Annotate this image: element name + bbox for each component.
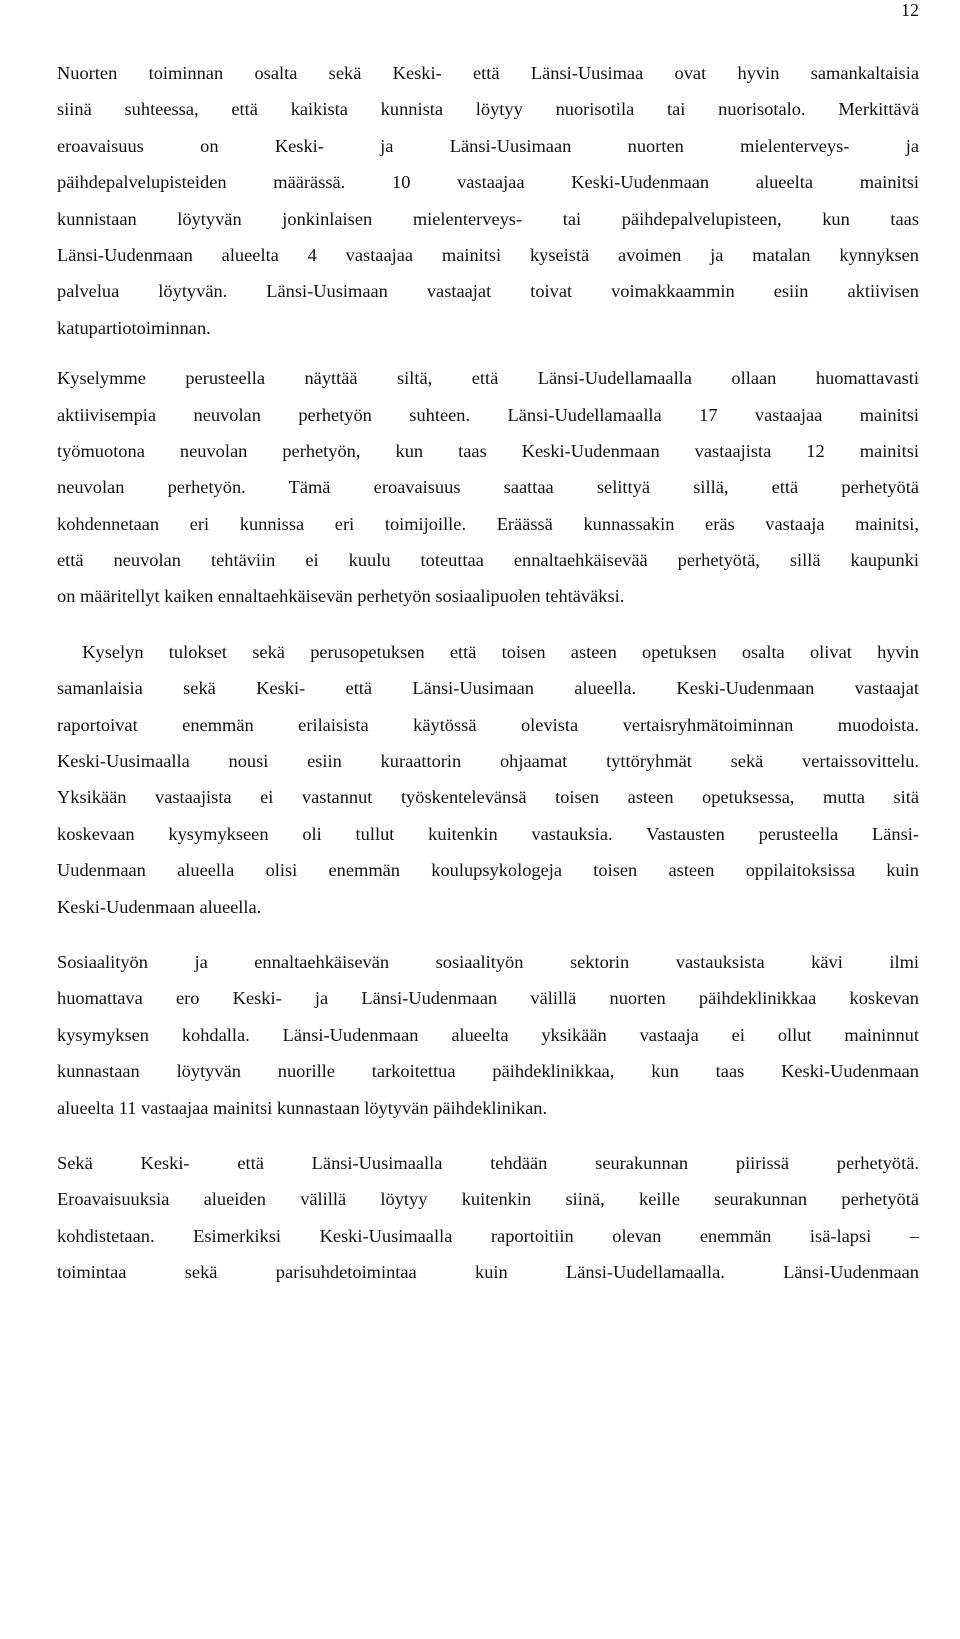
text-line: kunnistaan löytyvän jonkinlaisen mielenterveys- tai päihdepalvelupisteen, kun taas — [57, 208, 919, 229]
text-line: Eroavaisuuksia alueiden välillä löytyy kuitenkin siinä, keille seurakunnan perhetyötä — [57, 1189, 919, 1210]
text-line: siinä suhteessa, että kaikista kunnista löytyy nuorisotila tai nuorisotalo. Merkittävä — [57, 99, 919, 120]
paragraph-social-work — [57, 944, 919, 1126]
text-line: kohdennetaan eri kunnissa eri toimijoille. Eräässä kunnassakin eräs vastaaja mainitsi, — [57, 513, 919, 534]
text-line: Uudenmaan alueella olisi enemmän koulupsykologeja toisen asteen oppilaitoksissa kuin — [57, 860, 919, 881]
text-line: huomattava ero Keski- ja Länsi-Uudenmaan välillä nuorten päihdeklinikkaa koskevan — [57, 988, 919, 1009]
text-line: Länsi-Uudenmaan alueelta 4 vastaajaa mainitsi kyseistä avoimen ja matalan kynnyksen — [57, 244, 919, 265]
text-line: raportoivat enemmän erilaisista käytössä olevista vertaisryhmätoiminnan muodoista. — [57, 714, 919, 735]
text-line: alueelta 11 vastaajaa mainitsi kunnastaan löytyvän päihdeklinikan. — [57, 1097, 548, 1118]
text-line: koskevaan kysymykseen oli tullut kuitenkin vastauksia. Vastausten perusteella Länsi- — [57, 823, 919, 844]
text-line: Sekä Keski- että Länsi-Uusimaalla tehdään seurakunnan piirissä perhetyötä. — [57, 1152, 919, 1173]
text-line: palvelua löytyvän. Länsi-Uusimaan vastaajat toivat voimakkaammin esiin aktiivisen — [57, 281, 919, 302]
text-line: on määritellyt kaiken ennaltaehkäisevän perhetyön sosiaalipuolen tehtäväksi. — [57, 586, 625, 607]
text-line: päihdepalvelupisteiden määrässä. 10 vastaajaa Keski-Uudenmaan alueelta mainitsi — [57, 172, 919, 193]
text-line: kunnastaan löytyvän nuorille tarkoitettua päihdeklinikkaa, kun taas Keski-Uudenmaan — [57, 1061, 919, 1082]
text-line: toimintaa sekä parisuhdetoimintaa kuin Länsi-Uudellamaalla. Länsi-Uudenmaan — [57, 1262, 919, 1283]
text-line: työmuotona neuvolan perhetyön, kun taas Keski-Uudenmaan vastaajista 12 mainitsi — [57, 440, 919, 461]
text-line: kysymyksen kohdalla. Länsi-Uudenmaan alueelta yksikään vastaaja ei ollut maininnut — [57, 1024, 919, 1045]
text-line: Sosiaalityön ja ennaltaehkäisevän sosiaalityön sektorin vastauksista kävi ilmi — [57, 951, 919, 972]
text-line: aktiivisempia neuvolan perhetyön suhteen. Länsi-Uudellamaalla 17 vastaajaa mainitsi — [57, 404, 919, 425]
paragraph-family-work — [57, 360, 919, 615]
text-line: neuvolan perhetyön. Tämä eroavaisuus saattaa selittyä sillä, että perhetyötä — [57, 477, 919, 498]
text-line: Keski-Uudenmaan alueella. — [57, 896, 262, 917]
page-body — [0, 55, 960, 1291]
page-number: 12 — [901, 0, 919, 20]
text-line: eroavaisuus on Keski- ja Länsi-Uusimaan nuorten mielenterveys- ja — [57, 135, 919, 156]
text-line: että neuvolan tehtäviin ei kuulu toteuttaa ennaltaehkäisevää perhetyötä, sillä kaupunki — [57, 550, 919, 571]
paragraph-education — [57, 634, 919, 925]
paragraph-parish — [57, 1145, 919, 1291]
text-line: samanlaisia sekä Keski- että Länsi-Uusimaan alueella. Keski-Uudenmaan vastaajat — [57, 678, 919, 699]
text-line: kohdistetaan. Esimerkiksi Keski-Uusimaalla raportoitiin olevan enemmän isä-lapsi – — [57, 1225, 919, 1246]
text-line: Yksikään vastaajista ei vastannut työskentelevänsä toisen asteen opetuksessa, mutta sitä — [57, 787, 919, 808]
paragraph-youth-activities — [57, 55, 919, 346]
text-line: Nuorten toiminnan osalta sekä Keski- että Länsi-Uusimaa ovat hyvin samankaltaisia — [57, 63, 919, 83]
text-line: Keski-Uusimaalla nousi esiin kuraattorin ohjaamat tyttöryhmät sekä vertaissovittelu. — [57, 751, 919, 772]
text-line: Kyselyn tulokset sekä perusopetuksen että toisen asteen opetuksen osalta olivat hyvin — [57, 641, 919, 662]
text-line: Kyselymme perusteella näyttää siltä, että Länsi-Uudellamaalla ollaan huomattavasti — [57, 368, 919, 389]
text-line: katupartiotoiminnan. — [57, 317, 211, 338]
